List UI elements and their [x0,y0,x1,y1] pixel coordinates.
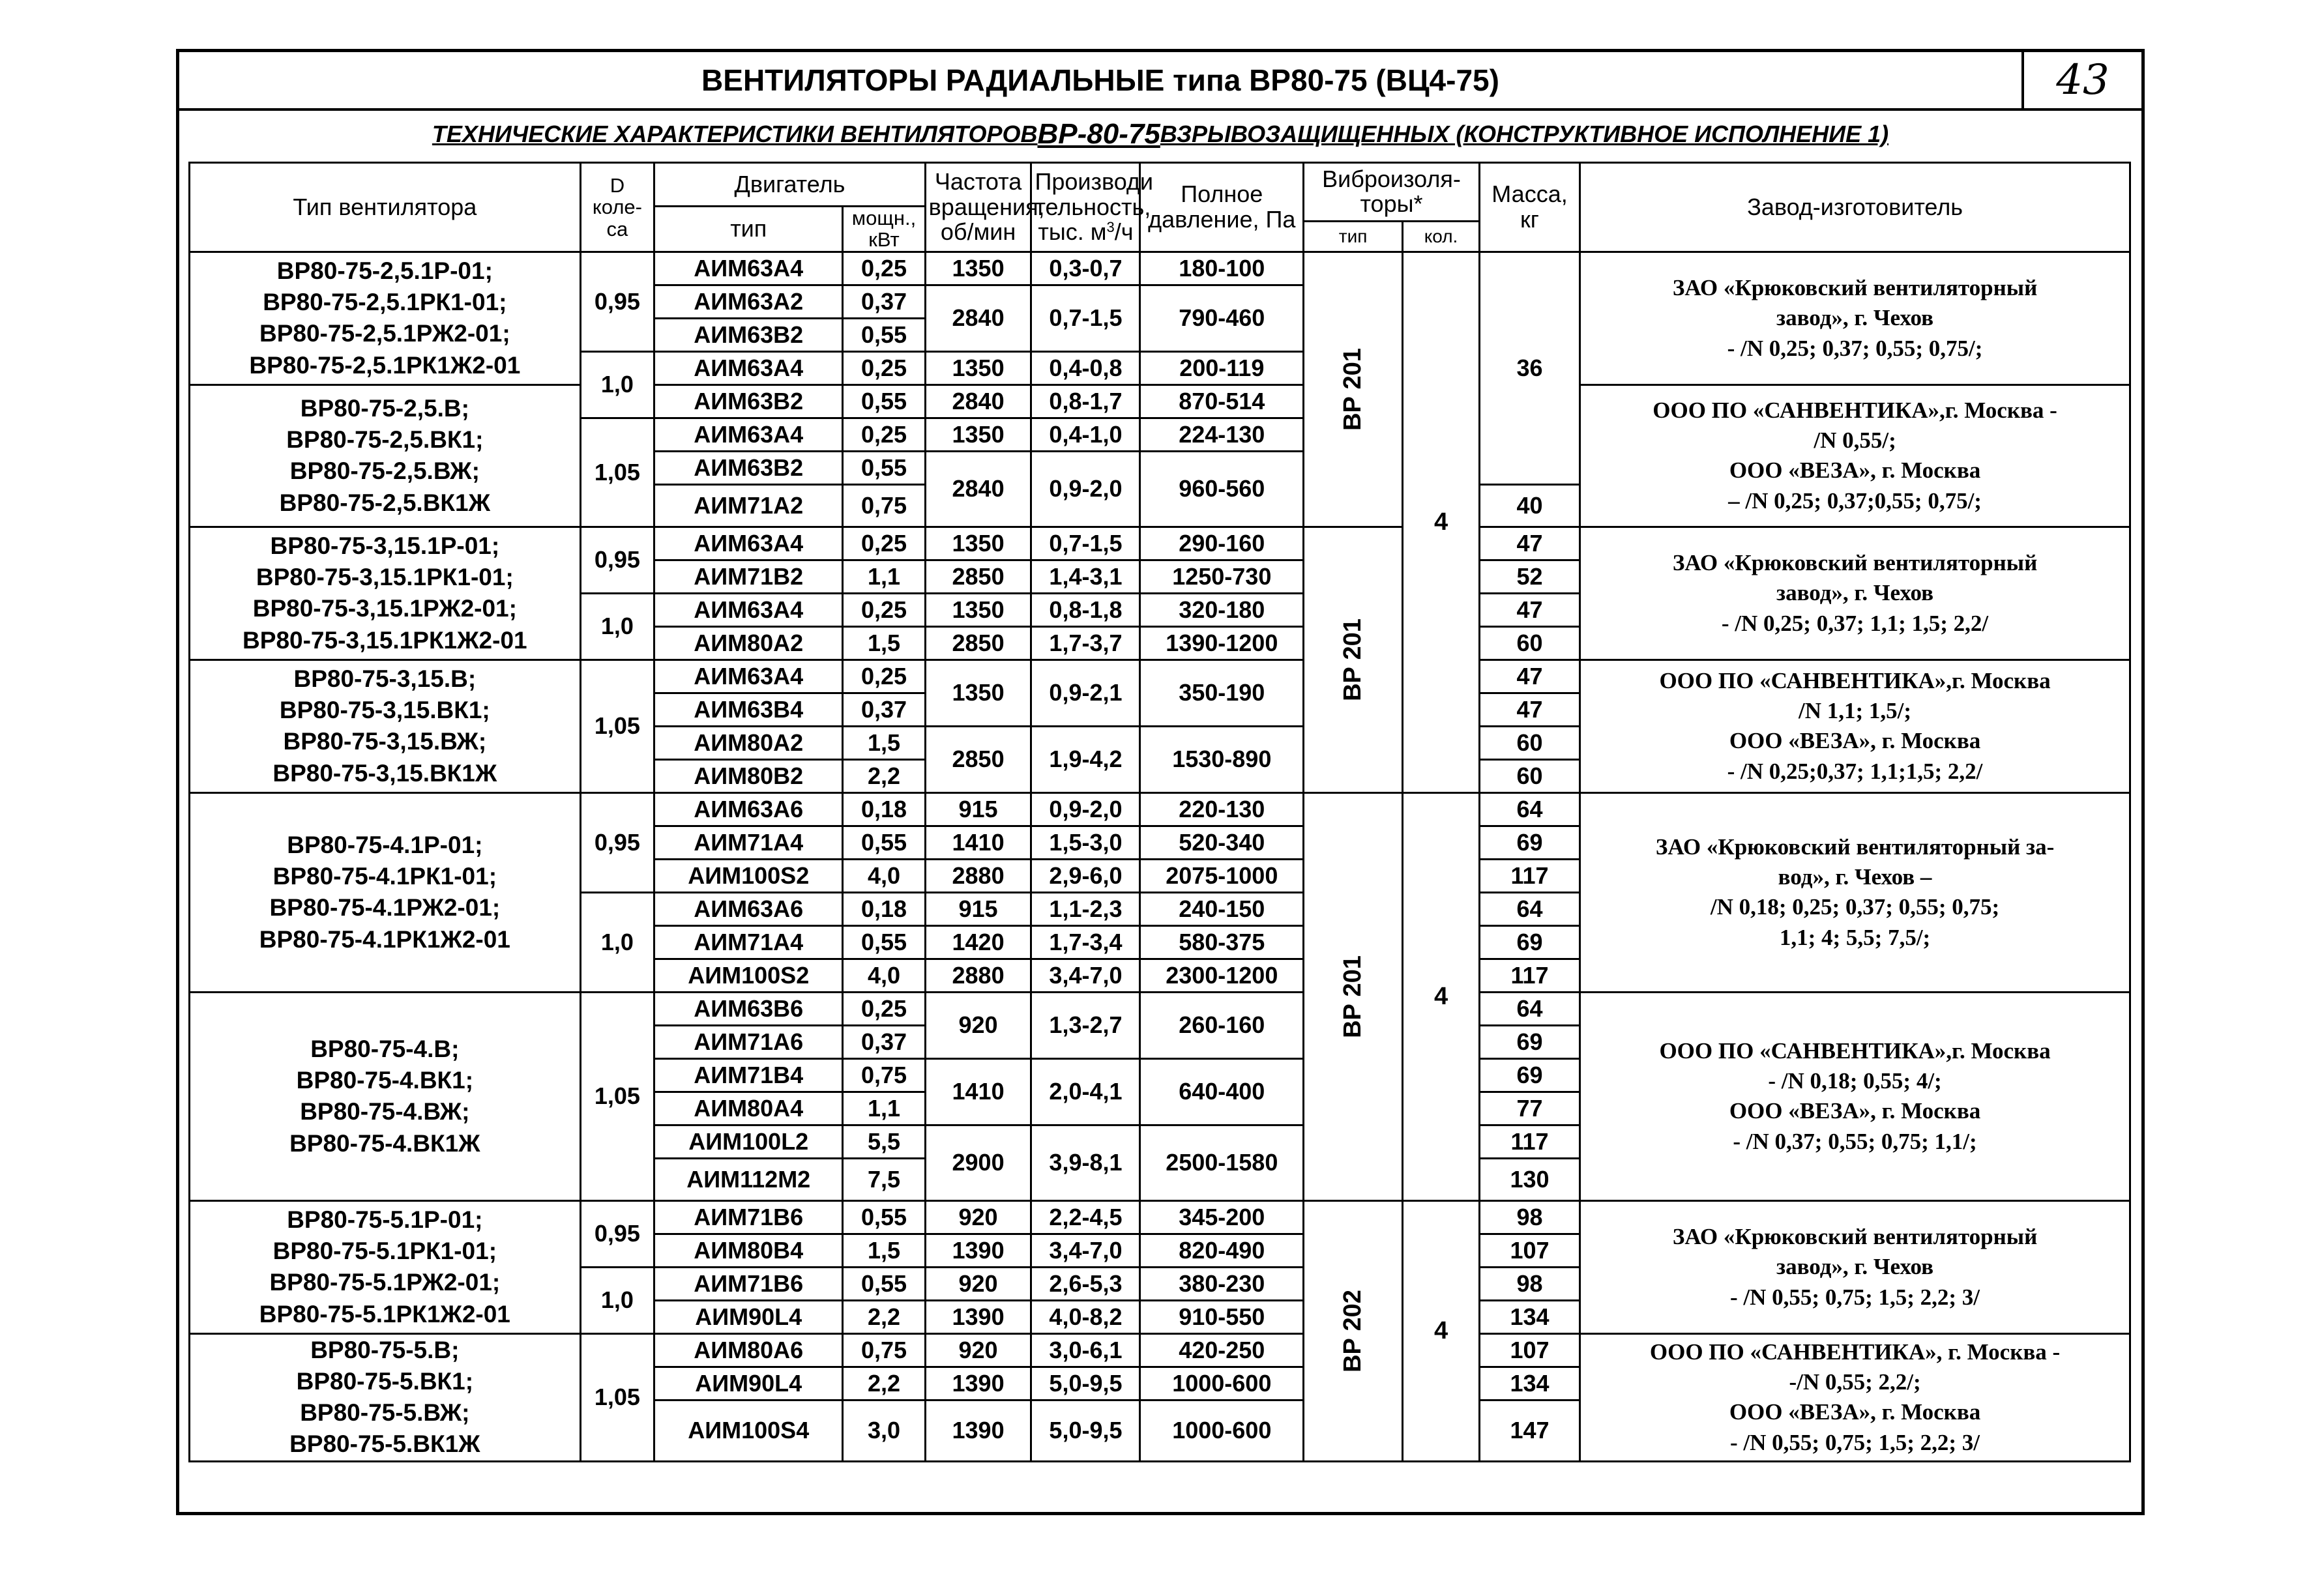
vibro-type-label: ВР 201 [1339,348,1367,431]
motor-power-cell: 0,55 [843,925,925,959]
mass-cell: 60 [1479,626,1580,660]
header-plant: Завод-изготовитель [1580,163,2130,252]
motor-type-cell: АИМ63А4 [654,351,843,384]
motor-power-cell: 0,25 [843,593,925,626]
speed-cell: 920 [925,1200,1031,1234]
plant-cell: ЗАО «Крюковский вентиляторный завод», г. Чехов - /N 0,25; 0,37; 0,55; 0,75/; [1580,252,2130,384]
diameter-cell: 1,05 [580,992,654,1200]
pressure-cell: 220-130 [1140,792,1304,826]
motor-power-cell: 0,75 [843,1333,925,1367]
mass-cell: 69 [1479,1058,1580,1092]
motor-type-cell: АИМ100S2 [654,859,843,892]
motor-power-cell: 0,55 [843,451,925,484]
speed-cell: 2850 [925,626,1031,660]
capacity-cell: 0,7-1,5 [1031,527,1140,560]
capacity-cell: 1,7-3,7 [1031,626,1140,660]
pressure-cell: 1250-730 [1140,560,1304,593]
plant-cell: ООО ПО «САНВЕНТИКА»,г. Москва - /N 0,55/; ООО «ВЕЗА», г. Москва – /N 0,25; 0,37;0,55; 0,75/; [1580,384,2130,527]
capacity-cell: 0,8-1,7 [1031,384,1140,418]
pressure-cell: 790-460 [1140,285,1304,351]
capacity-cell: 0,4-1,0 [1031,418,1140,451]
header-motor-power: мощн., кВт [843,207,925,252]
motor-power-cell: 0,25 [843,527,925,560]
pressure-cell: 960-560 [1140,451,1304,527]
motor-type-cell: АИМ100S4 [654,1400,843,1461]
motor-type-cell: АИМ63В2 [654,451,843,484]
motor-power-cell: 0,55 [843,826,925,859]
header-vibro: Виброизоля-торы* [1304,163,1480,222]
motor-type-cell: АИМ63А4 [654,527,843,560]
speed-cell: 2880 [925,859,1031,892]
mass-cell: 69 [1479,826,1580,859]
table-row [190,1200,2130,1234]
header-vibro-type: тип [1304,221,1403,252]
motor-power-cell: 0,37 [843,1025,925,1058]
table-header [190,163,2130,252]
mass-cell: 117 [1479,1125,1580,1158]
mass-cell: 69 [1479,1025,1580,1058]
motor-power-cell: 0,25 [843,660,925,693]
mass-cell: 147 [1479,1400,1580,1461]
plant-cell: ООО ПО «САНВЕНТИКА»,г. Москва /N 1,1; 1,5/; ООО «ВЕЗА», г. Москва - /N 0,25;0,37; 1,1;1,5; 2,2/ [1580,660,2130,792]
header-speed: Частота вращения, об/мин [925,163,1031,252]
capacity-cell: 4,0-8,2 [1031,1300,1140,1333]
motor-power-cell: 0,18 [843,892,925,925]
motor-power-cell: 0,18 [843,792,925,826]
diameter-cell: 1,05 [580,418,654,527]
motor-type-cell: АИМ63В2 [654,318,843,351]
speed-cell: 1410 [925,1058,1031,1125]
plant-cell: ООО ПО «САНВЕНТИКА»,г. Москва - /N 0,18; 0,55; 4/; ООО «ВЕЗА», г. Москва - /N 0,37; 0,55; 0,75; 1,1/; [1580,992,2130,1200]
diameter-cell: 1,0 [580,593,654,660]
pressure-cell: 380-230 [1140,1267,1304,1300]
table-row [190,792,2130,826]
header-diameter: D коле-са [580,163,654,252]
fan-type-cell: ВР80-75-5.1Р-01; ВР80-75-5.1РК1-01; ВР80-75-5.1РЖ2-01; ВР80-75-5.1РК1Ж2-01 [190,1200,581,1333]
motor-type-cell: АИМ63А6 [654,792,843,826]
pressure-cell: 2500-1580 [1140,1125,1304,1200]
table-row [190,992,2130,1025]
diameter-cell: 0,95 [580,527,654,593]
capacity-cell: 2,9-6,0 [1031,859,1140,892]
pressure-cell: 200-119 [1140,351,1304,384]
motor-power-cell: 2,2 [843,1300,925,1333]
pressure-cell: 290-160 [1140,527,1304,560]
plant-cell: ЗАО «Крюковский вентиляторный завод», г. Чехов - /N 0,25; 0,37; 1,1; 1,5; 2,2/ [1580,527,2130,660]
speed-cell: 1350 [925,527,1031,560]
motor-type-cell: АИМ71В2 [654,560,843,593]
fan-type-cell: ВР80-75-3,15.В; ВР80-75-3,15.ВК1; ВР80-75-3,15.ВЖ; ВР80-75-3,15.ВК1Ж [190,660,581,792]
speed-cell: 915 [925,892,1031,925]
diameter-cell: 1,0 [580,1267,654,1333]
pressure-cell: 260-160 [1140,992,1304,1058]
header-capacity-text: Производи тельность, тыс. м [1035,167,1154,246]
mass-cell: 117 [1479,859,1580,892]
pressure-cell: 820-490 [1140,1234,1304,1267]
vibro-type-cell [1304,527,1403,792]
vibro-qty-cell: 4 [1403,252,1480,792]
motor-type-cell: АИМ63В4 [654,693,843,726]
motor-type-cell: АИМ63А2 [654,285,843,318]
mass-cell: 47 [1479,527,1580,560]
motor-power-cell: 0,25 [843,418,925,451]
fan-type-cell: ВР80-75-2,5.В; ВР80-75-2,5.ВК1; ВР80-75-2,5.ВЖ; ВР80-75-2,5.ВК1Ж [190,384,581,527]
speed-cell: 2840 [925,285,1031,351]
mass-cell: 134 [1479,1367,1580,1400]
mass-cell: 134 [1479,1300,1580,1333]
speed-cell: 1350 [925,252,1031,285]
mass-cell: 64 [1479,792,1580,826]
diameter-cell: 1,0 [580,892,654,992]
capacity-cell: 0,4-0,8 [1031,351,1140,384]
motor-type-cell: АИМ90L4 [654,1367,843,1400]
motor-type-cell: АИМ71В6 [654,1200,843,1234]
mass-cell: 36 [1479,252,1580,484]
speed-cell: 1350 [925,351,1031,384]
motor-power-cell: 1,5 [843,626,925,660]
motor-power-cell: 0,55 [843,1267,925,1300]
mass-cell: 47 [1479,593,1580,626]
table-row [190,660,2130,693]
subtitle-model: ВР-80-75 [1037,118,1160,150]
motor-type-cell: АИМ80А2 [654,626,843,660]
motor-power-cell: 0,75 [843,484,925,527]
header-capacity-sup: 3 [1106,219,1115,236]
vibro-type-label: ВР 201 [1339,618,1367,701]
motor-type-cell: АИМ90L4 [654,1300,843,1333]
header-vibro-qty: кол. [1403,221,1480,252]
fan-type-cell: ВР80-75-2,5.1Р-01; ВР80-75-2,5.1РК1-01; ВР80-75-2,5.1РЖ2-01; ВР80-75-2,5.1РК1Ж2-01 [190,252,581,384]
capacity-cell: 1,1-2,3 [1031,892,1140,925]
motor-type-cell: АИМ80В4 [654,1234,843,1267]
pressure-cell: 420-250 [1140,1333,1304,1367]
header-capacity [1031,163,1154,252]
capacity-cell: 2,0-4,1 [1031,1058,1140,1125]
motor-power-cell: 0,25 [843,992,925,1025]
motor-power-cell: 7,5 [843,1158,925,1200]
motor-power-cell: 0,55 [843,1200,925,1234]
capacity-cell: 0,7-1,5 [1031,285,1140,351]
mass-cell: 69 [1479,925,1580,959]
pressure-cell: 1000-600 [1140,1400,1304,1461]
vibro-type-label: ВР 201 [1339,955,1367,1038]
capacity-cell: 1,4-3,1 [1031,560,1140,593]
plant-cell: ЗАО «Крюковский вентиляторный завод», г. Чехов - /N 0,55; 0,75; 1,5; 2,2; 3/ [1580,1200,2130,1333]
catalog-sheet [176,49,2145,1515]
speed-cell: 1390 [925,1300,1031,1333]
pressure-cell: 580-375 [1140,925,1304,959]
motor-type-cell: АИМ112М2 [654,1158,843,1200]
motor-type-cell: АИМ71В4 [654,1058,843,1092]
capacity-cell: 0,8-1,8 [1031,593,1140,626]
diameter-cell: 0,95 [580,1200,654,1267]
motor-power-cell: 0,55 [843,384,925,418]
header-fan-type: Тип вентилятора [190,163,581,252]
motor-power-cell: 0,25 [843,252,925,285]
pressure-cell: 224-130 [1140,418,1304,451]
capacity-cell: 3,4-7,0 [1031,959,1140,992]
subtitle-part-1: ТЕХНИЧЕСКИЕ ХАРАКТЕРИСТИКИ ВЕНТИЛЯТОРОВ [432,121,1038,147]
motor-power-cell: 1,5 [843,726,925,759]
motor-type-cell: АИМ63А4 [654,660,843,693]
mass-cell: 47 [1479,693,1580,726]
mass-cell: 64 [1479,992,1580,1025]
fan-type-cell: ВР80-75-4.В; ВР80-75-4.ВК1; ВР80-75-4.ВЖ; ВР80-75-4.ВК1Ж [190,992,581,1200]
motor-power-cell: 0,25 [843,351,925,384]
speed-cell: 1390 [925,1234,1031,1267]
mass-cell: 98 [1479,1267,1580,1300]
motor-type-cell: АИМ100S2 [654,959,843,992]
header-capacity-unit: /ч [1114,218,1134,246]
vibro-qty-cell: 4 [1403,792,1480,1200]
motor-power-cell: 1,1 [843,560,925,593]
motor-power-cell: 3,0 [843,1400,925,1461]
plant-cell: ООО ПО «САНВЕНТИКА», г. Москва - -/N 0,55; 2,2/; ООО «ВЕЗА», г. Москва - /N 0,55; 0,75; 1,5; 2,2; 3/ [1580,1333,2130,1461]
motor-type-cell: АИМ63В2 [654,384,843,418]
motor-type-cell: АИМ63А4 [654,252,843,285]
vibro-type-cell [1304,252,1403,527]
capacity-cell: 0,3-0,7 [1031,252,1140,285]
speed-cell: 920 [925,1333,1031,1367]
speed-cell: 1420 [925,925,1031,959]
motor-power-cell: 0,37 [843,285,925,318]
table-subtitle [179,111,2141,158]
speed-cell: 1410 [925,826,1031,859]
speed-cell: 2900 [925,1125,1031,1200]
table-row [190,1333,2130,1367]
diameter-cell: 0,95 [580,792,654,892]
page-title: ВЕНТИЛЯТОРЫ РАДИАЛЬНЫЕ типа ВР80-75 (ВЦ4-75) [179,52,2024,111]
mass-cell: 117 [1479,959,1580,992]
mass-cell: 107 [1479,1234,1580,1267]
capacity-cell: 0,9-2,1 [1031,660,1140,726]
motor-power-cell: 2,2 [843,1367,925,1400]
speed-cell: 2850 [925,726,1031,792]
motor-type-cell: АИМ71А6 [654,1025,843,1058]
motor-power-cell: 0,55 [843,318,925,351]
speed-cell: 1390 [925,1400,1031,1461]
header-motor: Двигатель [654,163,926,207]
speed-cell: 920 [925,1267,1031,1300]
capacity-cell: 3,0-6,1 [1031,1333,1140,1367]
motor-type-cell: АИМ80В2 [654,759,843,792]
motor-type-cell: АИМ100L2 [654,1125,843,1158]
motor-type-cell: АИМ63А4 [654,593,843,626]
pressure-cell: 240-150 [1140,892,1304,925]
motor-power-cell: 1,5 [843,1234,925,1267]
pressure-cell: 1000-600 [1140,1367,1304,1400]
motor-type-cell: АИМ71А4 [654,826,843,859]
fan-type-cell: ВР80-75-5.В; ВР80-75-5.ВК1; ВР80-75-5.ВЖ; ВР80-75-5.ВК1Ж [190,1333,581,1461]
capacity-cell: 5,0-9,5 [1031,1400,1140,1461]
speed-cell: 2840 [925,384,1031,418]
table-row [190,252,2130,285]
table-body [190,252,2130,1461]
table-row [190,384,2130,418]
capacity-cell: 1,7-3,4 [1031,925,1140,959]
mass-cell: 77 [1479,1092,1580,1125]
speed-cell: 920 [925,992,1031,1058]
speed-cell: 2840 [925,451,1031,527]
mass-cell: 60 [1479,759,1580,792]
subtitle-part-3: ВЗРЫВОЗАЩИЩЕННЫХ (КОНСТРУКТИВНОЕ ИСПОЛНЕНИЕ 1) [1160,121,1889,147]
mass-cell: 64 [1479,892,1580,925]
motor-power-cell: 5,5 [843,1125,925,1158]
mass-cell: 52 [1479,560,1580,593]
motor-type-cell: АИМ71А2 [654,484,843,527]
mass-cell: 60 [1479,726,1580,759]
capacity-cell: 5,0-9,5 [1031,1367,1140,1400]
pressure-cell: 345-200 [1140,1200,1304,1234]
pressure-cell: 350-190 [1140,660,1304,726]
fan-type-cell: ВР80-75-3,15.1Р-01; ВР80-75-3,15.1РК1-01; ВР80-75-3,15.1РЖ2-01; ВР80-75-3,15.1РК1Ж2-01 [190,527,581,660]
pressure-cell: 1530-890 [1140,726,1304,792]
motor-power-cell: 0,37 [843,693,925,726]
motor-type-cell: АИМ63А4 [654,418,843,451]
motor-type-cell: АИМ71В6 [654,1267,843,1300]
speed-cell: 1390 [925,1367,1031,1400]
motor-power-cell: 1,1 [843,1092,925,1125]
speed-cell: 915 [925,792,1031,826]
pressure-cell: 1390-1200 [1140,626,1304,660]
diameter-cell: 1,05 [580,1333,654,1461]
header-mass: Масса, кг [1479,163,1580,252]
pressure-cell: 2075-1000 [1140,859,1304,892]
capacity-cell: 1,3-2,7 [1031,992,1140,1058]
diameter-cell: 1,0 [580,351,654,418]
mass-cell: 107 [1479,1333,1580,1367]
diameter-cell: 1,05 [580,660,654,792]
diameter-cell: 0,95 [580,252,654,351]
pressure-cell: 520-340 [1140,826,1304,859]
pressure-cell: 180-100 [1140,252,1304,285]
motor-type-cell: АИМ63В6 [654,992,843,1025]
vibro-type-label: ВР 202 [1339,1289,1367,1372]
capacity-cell: 0,9-2,0 [1031,792,1140,826]
motor-type-cell: АИМ80А2 [654,726,843,759]
vibro-type-cell [1304,792,1403,1200]
speed-cell: 1350 [925,593,1031,626]
capacity-cell: 3,4-7,0 [1031,1234,1140,1267]
pressure-cell: 910-550 [1140,1300,1304,1333]
fan-type-cell: ВР80-75-4.1Р-01; ВР80-75-4.1РК1-01; ВР80-75-4.1РЖ2-01; ВР80-75-4.1РК1Ж2-01 [190,792,581,992]
mass-cell: 40 [1479,484,1580,527]
speed-cell: 2880 [925,959,1031,992]
pressure-cell: 320-180 [1140,593,1304,626]
speed-cell: 1350 [925,418,1031,451]
capacity-cell: 2,2-4,5 [1031,1200,1140,1234]
page-number: 43 [2024,52,2141,111]
speed-cell: 2850 [925,560,1031,593]
motor-type-cell: АИМ80А6 [654,1333,843,1367]
pressure-cell: 2300-1200 [1140,959,1304,992]
specs-table [188,162,2131,1462]
capacity-cell: 3,9-8,1 [1031,1125,1140,1200]
mass-cell: 98 [1479,1200,1580,1234]
motor-type-cell: АИМ71А4 [654,925,843,959]
capacity-cell: 0,9-2,0 [1031,451,1140,527]
mass-cell: 47 [1479,660,1580,693]
table-row [190,527,2130,560]
capacity-cell: 2,6-5,3 [1031,1267,1140,1300]
pressure-cell: 870-514 [1140,384,1304,418]
header-motor-type: тип [654,207,843,252]
motor-type-cell: АИМ80А4 [654,1092,843,1125]
motor-power-cell: 0,75 [843,1058,925,1092]
motor-type-cell: АИМ63А6 [654,892,843,925]
capacity-cell: 1,9-4,2 [1031,726,1140,792]
speed-cell: 1350 [925,660,1031,726]
vibro-type-cell [1304,1200,1403,1461]
vibro-qty-cell: 4 [1403,1200,1480,1461]
pressure-cell: 640-400 [1140,1058,1304,1125]
header-pressure: Полное давление, Па [1140,163,1304,252]
plant-cell: ЗАО «Крюковский вентиляторный за- вод», г. Чехов – /N 0,18; 0,25; 0,37; 0,55; 0,75; 1,1; 4; 5,5; 7,5/; [1580,792,2130,992]
motor-power-cell: 2,2 [843,759,925,792]
mass-cell: 130 [1479,1158,1580,1200]
motor-power-cell: 4,0 [843,859,925,892]
motor-power-cell: 4,0 [843,959,925,992]
capacity-cell: 1,5-3,0 [1031,826,1140,859]
